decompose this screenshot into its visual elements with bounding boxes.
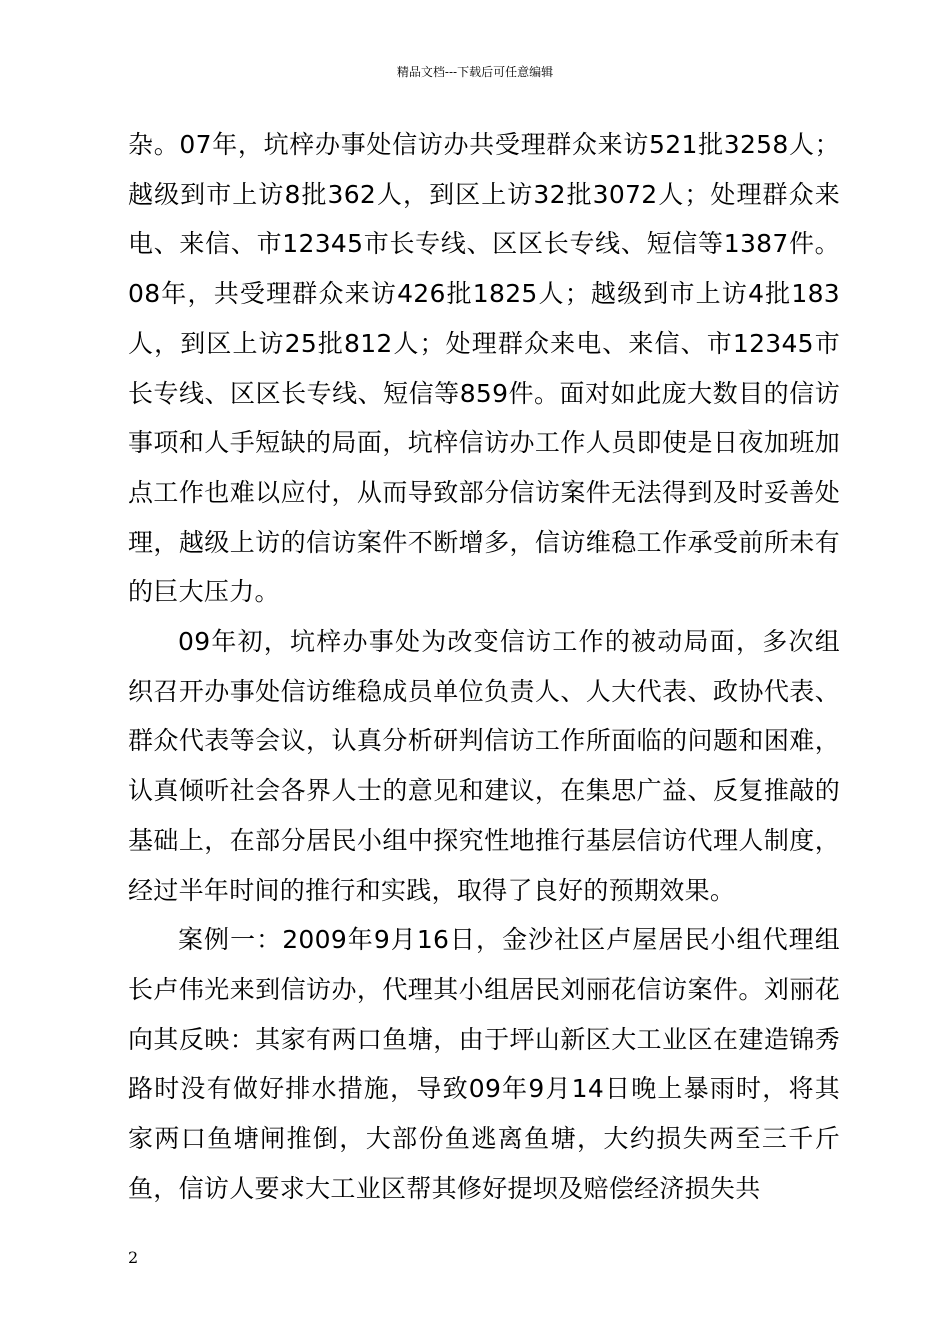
paragraph: 杂。07年，坑梓办事处信访办共受理群众来访521批3258人；越级到市上访8批362人，到区上访32批3072人；处理群众来电、来信、市12345市长专线、区区长专线、短信等1387件。08年，共受理群众来访426批1825人；越级到市上访4批183人，到区上访25批812人；处理群众来电、来信、市12345市长专线、区区长专线、短信等859件。面对如此庞大数目的信访事项和人手短缺的局面，坑梓信访办工作人员即使是日夜加班加点工作也难以应付，从而导致部分信访案件无法得到及时妥善处理，越级上访的信访案件不断增多，信访维稳工作承受前所未有的巨大压力。 xyxy=(128,130,840,607)
paragraph: 09年初，坑梓办事处为改变信访工作的被动局面，多次组织召开办事处信访维稳成员单位负责人、人大代表、政协代表、群众代表等会议，认真分析研判信访工作所面临的问题和困难，认真倾听社会各界人士的意见和建议，在集思广益、反复推敲的基础上，在部分居民小组中探究性地推行基层信访代理人制度， 经过半年时间的推行和实践，取得了良好的预期效果。 xyxy=(128,627,840,905)
document-body xyxy=(128,120,840,1213)
paragraph: 案例一：2009年9月16日，金沙社区卢屋居民小组代理组长卢伟光来到信访办，代理其小组居民刘丽花信访案件。刘丽花向其反映：其家有两口鱼塘，由于坪山新区大工业区在建造锦秀路时没有做好排水措施，导致09年9月14日晚上暴雨时，将其家两口鱼塘闸推倒，大部份鱼逃离鱼塘，大约损失两至三千斤鱼，信访人要求大工业区帮其修好提坝及赔偿经济损失共 xyxy=(128,925,840,1203)
page-number: 2 xyxy=(128,1248,139,1267)
page-header: 精品文档---下载后可任意编辑 xyxy=(396,65,554,79)
